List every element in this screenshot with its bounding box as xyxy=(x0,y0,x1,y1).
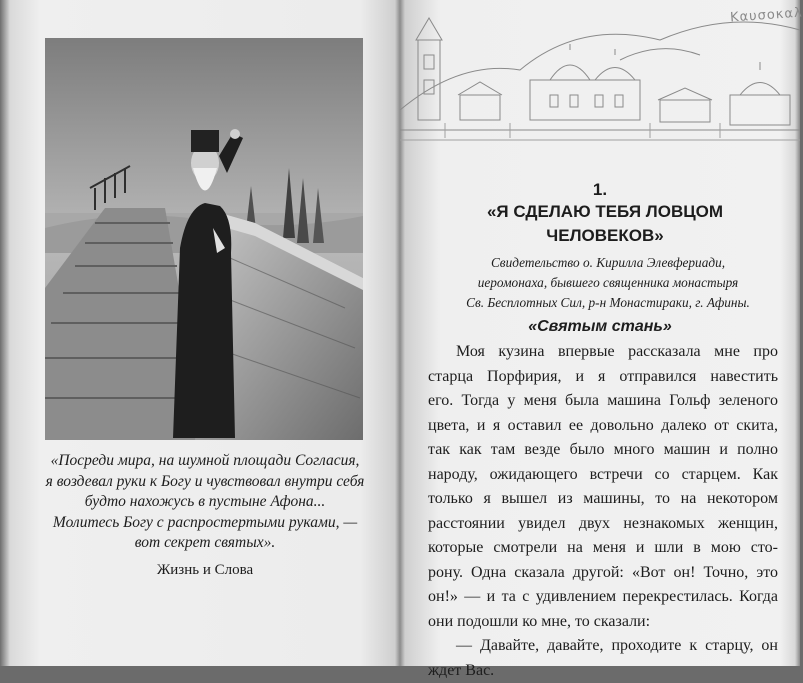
body-text xyxy=(428,340,778,683)
body-line: расстоянии увидел двух незнакомых женщин, xyxy=(428,512,778,537)
body-line: ждет Вас. xyxy=(428,659,778,683)
testimony-line: Св. Бесплотных Сил, р-н Монастираки, г. Афины. xyxy=(428,293,788,313)
caption-source: Жизнь и Слова xyxy=(40,562,370,579)
body-line: народу, ожидающего встречи со старцем. Как xyxy=(428,463,778,488)
elder-photo xyxy=(45,38,363,440)
caption-line: вот секрет святых». xyxy=(40,533,370,554)
chapter-title-line: ЧЕЛОВЕКОВ» xyxy=(440,224,770,248)
testimony-attribution xyxy=(428,253,788,313)
testimony-line: Свидетельство о. Кирилла Элевфериади, xyxy=(428,253,788,273)
body-line: они подошли ко мне, то сказали: xyxy=(428,610,778,635)
body-line: старца Порфирия, и я отправился навестить xyxy=(428,365,778,390)
photo-caption xyxy=(40,451,370,554)
body-line: цвета, и я оставил ее довольно далеко от скита, xyxy=(428,414,778,439)
caption-line: Молитесь Богу с распростертыми руками, — xyxy=(40,513,370,534)
body-line: он!» — и та с удивлением перекрестилась. Когда xyxy=(428,585,778,610)
place-label: Καυσοκαλ xyxy=(730,5,803,25)
section-subheading: «Святым стань» xyxy=(400,318,800,336)
left-page xyxy=(0,0,400,666)
chapter-title-line: «Я СДЕЛАЮ ТЕБЯ ЛОВЦОМ xyxy=(440,200,770,224)
caption-line: будто нахожусь в пустыне Афона... xyxy=(40,492,370,513)
body-line: так как там везде было много машин и полно xyxy=(428,438,778,463)
body-line: — Давайте, давайте, проходите к старцу, он xyxy=(428,634,778,659)
body-line: которые смотрели на меня и шли в мою сто- xyxy=(428,536,778,561)
body-line: только я вышел из машины, то на некотором xyxy=(428,487,778,512)
body-line: Моя кузина впервые рассказала мне про xyxy=(428,340,778,365)
testimony-line: иеромонаха, бывшего священника монастыря xyxy=(428,273,788,293)
caption-line: «Посреди мира, на шумной площади Согласия, xyxy=(40,451,370,472)
chapter-title xyxy=(440,200,770,248)
body-line: рону. Одна сказала другой: «Вот он! Точно, это xyxy=(428,561,778,586)
right-page xyxy=(400,0,800,666)
body-line: его. Тогда у меня была машина Гольф зеленого xyxy=(428,389,778,414)
elder-photo-illustration xyxy=(45,38,363,440)
caption-line: я воздевал руки к Богу и чувствовал внутри себя xyxy=(40,472,370,493)
chapter-number: 1. xyxy=(400,180,800,200)
